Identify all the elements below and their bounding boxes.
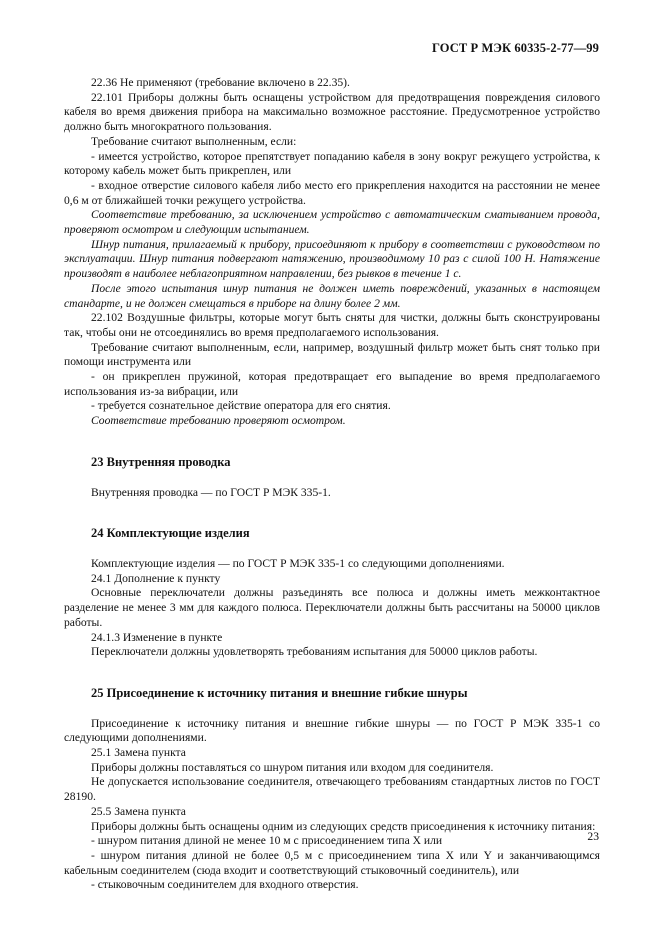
paragraph: Комплектующие изделия — по ГОСТ Р МЭК 335-1 со следующими дополнениями. <box>91 556 505 570</box>
paragraph: 24.1.3 Изменение в пункте <box>91 630 223 644</box>
paragraph: Требование считают выполненным, если, например, воздушный фильтр может быть снят только при помощи инструмента или <box>64 340 600 369</box>
paragraph: 22.101 Приборы должны быть оснащены устройством для предотвращения повреждения силового кабеля во время движения прибора на максимально возможное расстояние. Предусмотренное устройство должно быть многократного пользования. <box>64 90 600 134</box>
paragraph-italic: После этого испытания шнур питания не должен иметь повреждений, указанных в настоящем стандарте, и не должен смещаться в приборе на длину более 2 мм. <box>64 281 600 310</box>
list-item: - входное отверстие силового кабеля либо место его прикрепления находится на расстоянии не менее 0,6 м от ближайшей точки режущего устройства. <box>64 178 600 207</box>
list-item: - стыковочным соединителем для входного отверстия. <box>91 878 359 892</box>
section-heading-24: 24 Комплектующие изделия <box>91 526 250 541</box>
paragraph: 22.36 Не применяют (требование включено в 22.35). <box>91 76 350 89</box>
page-content <box>64 76 600 893</box>
paragraph: 25.1 Замена пункта <box>91 746 186 760</box>
list-item: - шнуром питания длиной не более 0,5 м с присоединением типа X или Y и заканчивающимся кабельным соединителем (сюда входит и соответствующий стыковочный соединитель), или <box>64 848 600 877</box>
section-heading-23: 23 Внутренняя проводка <box>91 454 231 469</box>
section-heading-25: 25 Присоединение к источнику питания и внешние гибкие шнуры <box>91 685 468 700</box>
paragraph: Не допускается использование соединителя, отвечающего требованиям стандартных листов по ГОСТ 28190. <box>64 775 600 804</box>
list-item: - имеется устройство, которое препятствует попаданию кабеля в зону вокруг режущего устройства, к которому кабель может быть прикреплен, или <box>64 149 600 178</box>
page-header: ГОСТ Р МЭК 60335-2-77—99 <box>432 41 599 55</box>
paragraph: 24.1 Дополнение к пункту <box>91 571 221 585</box>
page-number: 23 <box>587 830 599 843</box>
paragraph: Приборы должны поставляться со шнуром питания или входом для соединителя. <box>91 760 494 774</box>
paragraph: Внутренняя проводка — по ГОСТ Р МЭК 335-1. <box>91 485 331 499</box>
paragraph: Присоединение к источнику питания и внешние гибкие шнуры — по ГОСТ Р МЭК 335-1 со следующими дополнениями. <box>64 716 600 745</box>
paragraph-italic: Соответствие требованию, за исключением устройство с автоматическим сматыванием провода, проверяют осмотром и следующим испытанием. <box>64 208 600 237</box>
paragraph-italic: Шнур питания, прилагаемый к прибору, присоединяют к прибору в соответствии с руководством по эксплуатации. Шнур питания подвергают натяжению, производимому 10 раз с силой 100 Н. Натяжение производят в наиболее неблагоприятном направлении, без рывков в течение 1 с. <box>64 237 600 281</box>
list-item: - шнуром питания длиной не менее 10 м с присоединением типа X или <box>91 834 443 848</box>
paragraph: 25.5 Замена пункта <box>91 804 186 818</box>
list-item: - он прикреплен пружиной, которая предотвращает его выпадение во время предполагаемого использования из-за вибрации, или <box>64 370 600 398</box>
paragraph: 22.102 Воздушные фильтры, которые могут быть сняты для чистки, должны быть сконструированы так, чтобы они не отсоединялись во время предполагаемого использования. <box>64 311 600 339</box>
paragraph-italic: Соответствие требованию проверяют осмотром. <box>91 414 346 428</box>
paragraph: Требование считают выполненным, если: <box>91 134 297 148</box>
paragraph: Приборы должны быть оснащены одним из следующих средств присоединения к источнику питания: <box>91 819 596 833</box>
list-item: - требуется сознательное действие оператора для его снятия. <box>91 399 391 413</box>
paragraph: Основные переключатели должны разъединять все полюса и должны иметь межконтактное разделение не менее 3 мм для каждого полюса. Переключатели должны быть рассчитаны на 50000 циклов работы. <box>64 586 600 629</box>
paragraph: Переключатели должны удовлетворять требованиям испытания для 50000 циклов работы. <box>91 645 538 659</box>
